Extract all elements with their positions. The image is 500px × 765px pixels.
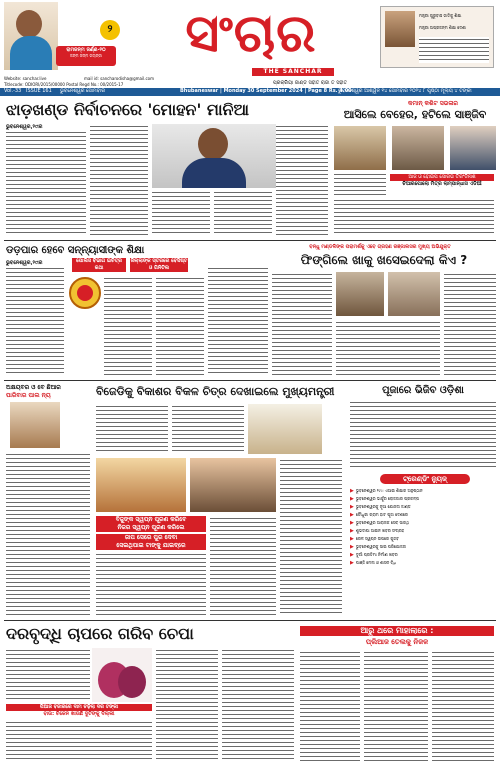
promo-sub: ଜନ୍ମ ଜନ୍ମ ଜୟନ୍ତୀ [69, 53, 103, 58]
bottom-text-col2 [156, 648, 218, 762]
top-right-text-a [334, 172, 386, 198]
mid-text-col1 [272, 272, 332, 376]
bottom-text-col1 [6, 648, 90, 700]
lead-dateline: ଭୁବନେଶ୍ୱର,୨୯ାର [6, 124, 43, 130]
top-right-caption: ଆଜ ଓ ହୋଇପ ସୋରଭ ତିରଂଡିନାଶ [390, 174, 494, 181]
center-photo-2 [190, 458, 276, 512]
officer-photo-3 [450, 126, 496, 170]
onion-caption: ପିଆଜ ବଜାରରେ ଦାମ ଚଢ଼ିଲା ଦର ଟଙ୍କା [6, 704, 152, 711]
right-line-1: ମନ୍ତ୍ରୀ ଗୁରୁବାସ ଜାତିକୁ ଶିକ୍ଷା [419, 13, 462, 18]
onion-caption2: ବାଉ: ଚିକେନ ଖାଉଛି ଦୁଟିଙ୍କୁ ଦିଲ୍ଲୀ [43, 711, 115, 717]
trending-item[interactable]: ▶ ଶୁଭଦୀପା ଆଇନ ଖବର ସଂଗ୍ରହ [350, 528, 405, 534]
dateline-right: ଭୁବନେଶ୍ୱର ଆଶ୍ୱିନ ୧୪ ସୋମବାର ୨୦୨୪ ୮ ପୃଷ୍ଠା ମୂଲ୍ୟ ୪ ଟଙ୍କା [338, 88, 472, 94]
left3-kicker2: ପାରିବାର ପାଲ ନ୍ୟ [6, 392, 51, 399]
trending-item[interactable]: ▶ ଦୁର୍ଗା ପ୍ରତିମା ନିର୍ମାଣ ଖବର [350, 552, 398, 558]
center-text-col2 [172, 404, 244, 454]
bullet-icon: ▶ [350, 544, 354, 550]
lead-photo [152, 124, 282, 188]
promo-badge: ୨ [100, 20, 120, 40]
promo-box [56, 46, 116, 66]
right-line-2: ମନ୍ତ୍ରୀ ଅପ୍ରଜନ୍ମ ଶିକ୍ଷା ଦେଶୀ [419, 25, 466, 30]
lead-text-col5 [276, 124, 328, 236]
center-text-col4 [210, 516, 276, 616]
email: mail id: sancharodisha@gmail.com [84, 76, 155, 81]
bottom-text-col5 [364, 650, 428, 762]
logo-en: THE SANCHAR [263, 68, 323, 75]
left2-text-col2 [104, 276, 152, 376]
logo-en-strip [252, 68, 334, 76]
bottom-text-col4 [300, 650, 360, 762]
police-box-1: ପୋଲିସ ବିଭାଗ ଇଚିତ୍ର କଥା [72, 258, 126, 272]
bullet-icon: ▶ [350, 536, 354, 542]
mid-text-col2 [336, 320, 440, 376]
center-text-col1 [96, 404, 168, 454]
bullet-icon: ▶ [350, 528, 354, 534]
center-box-3: ଜାପ ସେରେ ପୁର ଦେବା [96, 534, 206, 542]
lead-text-col1 [6, 130, 86, 236]
logo-odia: ସଂଚାର [185, 3, 317, 64]
lead-text-col2 [90, 124, 148, 236]
left2-headline: ଡଡ଼ପାର ହେବେ ସନ୍ନ୍ୟାସୀଙ୍କ ଶିକ୍ଷା [6, 245, 145, 256]
promo-title: ରାମଜନ୍ମ ଜର୍ଣ୍ଣ-୨୦ [66, 47, 106, 53]
right3-headline: ପୂଜାରେ ଭିଜିବ ଓଡ଼ିଶା [382, 385, 464, 396]
bottom-right-sub: ପ୍ଲିଆଜ ତେଲକୁ ନିଜଳ [365, 638, 429, 646]
mid-headline: ଫିଙ୍ଗିଲେ ଖାକୁ ଖସେଇଦେଲା କିଏ ? [300, 253, 468, 267]
top-right-headline: ଆସିଲେ ବେହେର, ହଟିଲେ ସାଞ୍ଜିବ [343, 108, 487, 121]
bottom-text-col7 [6, 720, 152, 762]
trending-list [350, 488, 496, 616]
left3-photo [10, 402, 60, 448]
trending-title: ଟ୍ରେଣ୍ଡିଂ ନ୍ୟୁଜ୍ [380, 474, 470, 484]
mid-kicker: ବନ୍ଧୁ ମଣ୍ଡଳିଙ୍କ ପରାମର୍ଶକୁ ଏବେ ଗ୍ରହଣ ରଞ୍ଜାଲସର ମୁଖ୍ୟ ଅଭିଯୁକ୍ତ [309, 244, 451, 250]
officer-photo-1 [334, 126, 386, 170]
dateline-bar [0, 88, 500, 96]
mid-photo-1 [336, 272, 384, 316]
promo-person-photo [4, 2, 58, 70]
bullet-icon: ▶ [350, 512, 354, 518]
top-right-caption2: ଚିଆରପୋଲୋ ମିତ୍ର ଲାମ୍ପାନ୍ଧାସ ଏଡିଆଁ [402, 181, 482, 187]
onion-photo [92, 648, 152, 702]
bottom-headline: ଦରବୃଦ୍ଧି ଚାପରେ ଗରିବ ଚେପା [6, 624, 194, 643]
police-box-2: ଜିଲ୍ଲାଙ୍କ ସ୍ତରରେ ବେସିଷ୍ଟ ଓ ଗିନିଟିଲ [130, 258, 188, 271]
mid-photo-2 [388, 272, 440, 316]
issue: ISSUE 161 [26, 88, 52, 94]
lead-text-col3 [152, 190, 210, 236]
left2-text-col3 [156, 276, 204, 376]
center-photo-3 [248, 404, 322, 454]
lead-headline: ଝାଡ଼ଖଣ୍ଡ ନିର୍ବାଚନରେ 'ମୋହନ' ମାନିଆ [6, 100, 250, 119]
bullet-icon: ▶ [350, 552, 354, 558]
center-box-4: ସେଇଥିପାଇ ଟାଙ୍କୁ ଯାଇବ୍ରେ [96, 542, 206, 550]
center-box-2: ନିଜର ସ୍ୱପ୍ନ ପୂରଣ କରିଲେ [96, 524, 206, 532]
masthead-logo [166, 4, 336, 72]
lead-text-col4 [214, 190, 272, 236]
left3-text-col1 [6, 452, 90, 616]
trending-item[interactable]: ▶ ଭୁବନେଶ୍ୱରକୁ ସାଇ ପରିଯୋଜନା [350, 544, 407, 550]
dateline-center: Bhubaneswar | Monday 30 September 2024 | Page 8 Rs. 4.00 [180, 88, 352, 94]
bottom-text-col6 [432, 650, 494, 762]
officer-photo-2 [392, 126, 444, 170]
police-emblem [68, 276, 102, 310]
center-text-col3 [96, 552, 206, 616]
bullet-icon: ▶ [350, 520, 354, 526]
left2-dateline: ଭୁବନେଶ୍ୱର,୨୯ାର [6, 260, 43, 266]
masthead-right-panel [380, 6, 494, 68]
right-photo [385, 11, 415, 47]
vol: Vol.-33 [4, 88, 22, 94]
bullet-icon: ▶ [350, 504, 354, 510]
left2-text-col1 [6, 266, 64, 376]
misc1: ଭୁବନେଶ୍ୱର [60, 88, 85, 94]
trending-item[interactable]: ▶ ଭୁବନେଶ୍ୱର ୨୯ା। ଏଆଇ ଶିକ୍ଷାର ଅନୁଷ୍ଠାନ [350, 488, 423, 494]
trending-item[interactable]: ▶ ଭୁବନେଶ୍ୱରକୁ ନୂଆ ଯୋଜନା ଜାଣ୍ଡ [350, 504, 411, 510]
bottom-right-headline: ଆରୁ ଥରେ ମାହାଲାରେ : [300, 626, 494, 636]
trending-item[interactable]: ▶ ଚୌଧୁରୀ ଗ୍ରାମ ହାଟ ପୂଜା ଦେଶରେ [350, 512, 408, 518]
bottom-text-col3 [222, 648, 294, 762]
website: Website: sanchar.live [4, 76, 47, 81]
center-box-1: ବିଜୁଙ୍କ ସ୍ୱପ୍ନ ପୂରଣ କରିବେ [96, 516, 206, 524]
trending-item[interactable]: ▶ ପାଞ୍ଜି ମେଳା ଓ ଶାସନ ବିଧି [350, 560, 396, 566]
bullet-icon: ▶ [350, 496, 354, 502]
left2-text-col4 [208, 266, 268, 376]
left3-kicker: ଅକ୍ଷୟବର ଓ ବେ ଛିଆର [6, 384, 61, 391]
center-photo-1 [96, 458, 186, 512]
top-right-text-b [334, 198, 494, 236]
regd: Titlecode: ODIORI/2015/00000 Postal Regd No.: 00/2015-17 [4, 82, 124, 87]
bullet-icon: ▶ [350, 560, 354, 566]
center-headline: ବିଜେଡିକୁ ବିକାଶର ବିକଳ ଚିତ୍ର ଦେଖାଇଲେ ମୁଖ୍ୟମନ୍ତ୍ରୀ [96, 385, 335, 398]
trending-item[interactable]: ▶ ଭୁବନେଶ୍ୱର ଆରାଜକ ସେବ ସାରଥି [350, 520, 409, 526]
bullet-icon: ▶ [350, 488, 354, 494]
right3-text [350, 400, 496, 470]
trending-item[interactable]: ▶ ରେଳ ସ୍ୱପ୍ନ ଉପରେ ଗୁଜବ [350, 536, 399, 542]
trending-item[interactable]: ▶ ଭୁବନେଶ୍ୱର ଭାର୍ଚ୍ଚୁର ରୋଜଗାର ପ୍ରକଳ୍ପ [350, 496, 420, 502]
mid-text-col3 [444, 272, 496, 376]
misc2: ସୋମବାର [86, 88, 105, 94]
tagline: ପ୍ରକ୍ରିୟା ଜାଣ୍ଡ ସହୀତ ରାଜା ତ ସହୀତ [272, 80, 348, 86]
center-text-col5 [280, 458, 342, 616]
top-right-kicker: କମାନ୍ କଶିଟ ସଭଳାର [408, 100, 458, 107]
